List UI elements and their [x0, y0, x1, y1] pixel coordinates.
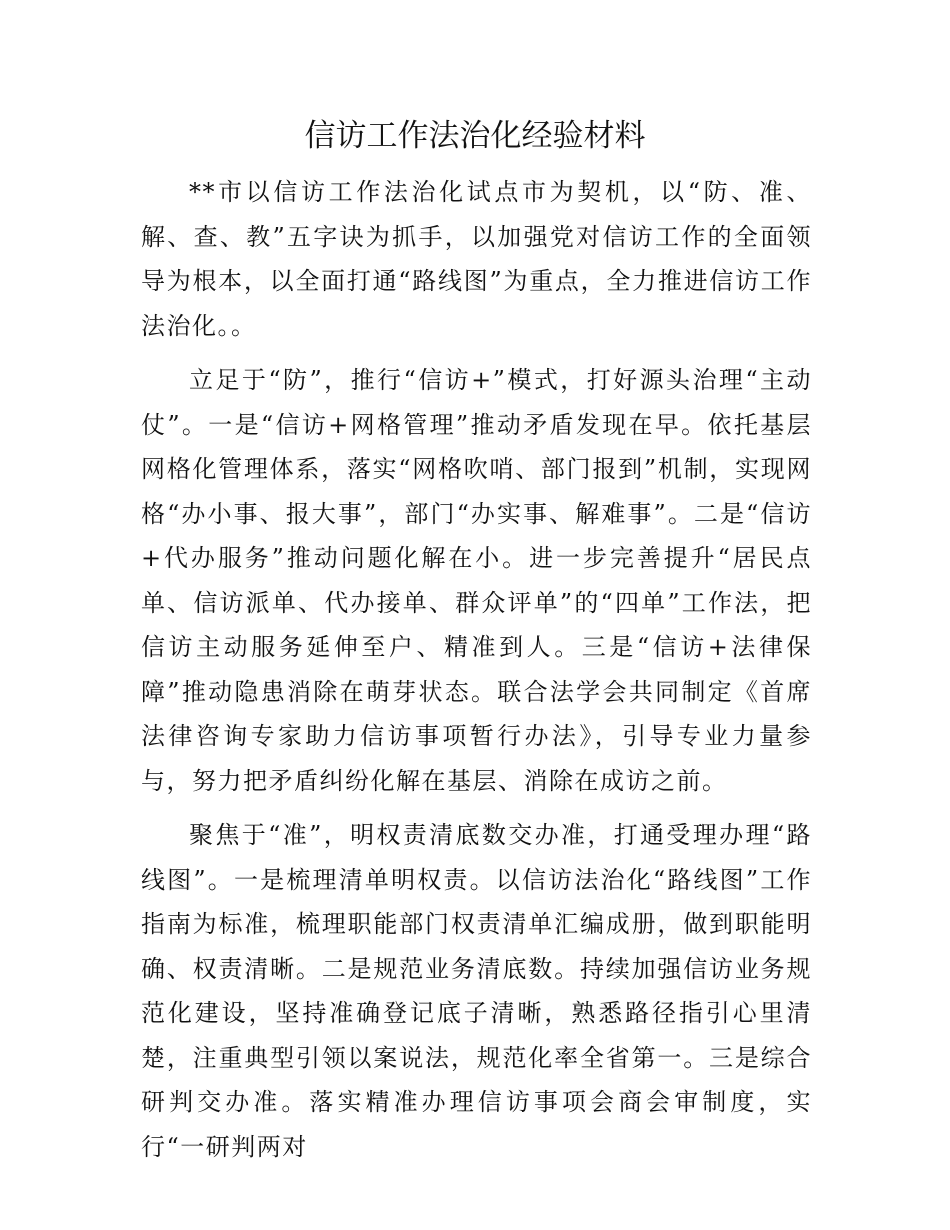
- paragraph-prevention: 立足于“防”，推行“信访+”模式，打好源头治理“主动仗”。一是“信访+网格管理”推动矛盾发现在早。依托基层网格化管理体系，落实“网格吹哨、部门报到”机制，实现网格“办小事、报大事”，部门“办实事、解难事”。二是“信访+代办服务”推动问题化解在小。进一步完善提升“居民点单、信访派单、代办接单、群众评单”的“四单”工作法，把信访主动服务延伸至户、精准到人。三是“信访+法律保障”推动隐患消除在萌芽状态。联合法学会共同制定《首席法律咨询专家助力信访事项暂行办法》，引导专业力量参与，努力把矛盾纠纷化解在基层、消除在成访之前。: [141, 366, 812, 795]
- document-title: 信访工作法治化经验材料: [304, 118, 646, 154]
- paragraph-intro: **市以信访工作法治化试点市为契机，以“防、准、解、查、教”五字诀为抓手，以加强党对信访工作的全面领导为根本，以全面打通“路线图”为重点，全力推进信访工作法治化。。: [141, 178, 812, 340]
- document-body: [141, 170, 812, 1179]
- paragraph-accuracy: 聚焦于“准”，明权责清底数交办准，打通受理办理“路线图”。一是梳理清单明权责。以信访法治化“路线图”工作指南为标准，梳理职能部门权责清单汇编成册，做到职能明确、权责清晰。二是规范业务清底数。持续加强信访业务规范化建设，坚持准确登记底子清晰，熟悉路径指引心里清楚，注重典型引领以案说法，规范化率全省第一。三是综合研判交办准。落实精准办理信访事项会商会审制度，实行“一研判两对: [141, 821, 812, 1161]
